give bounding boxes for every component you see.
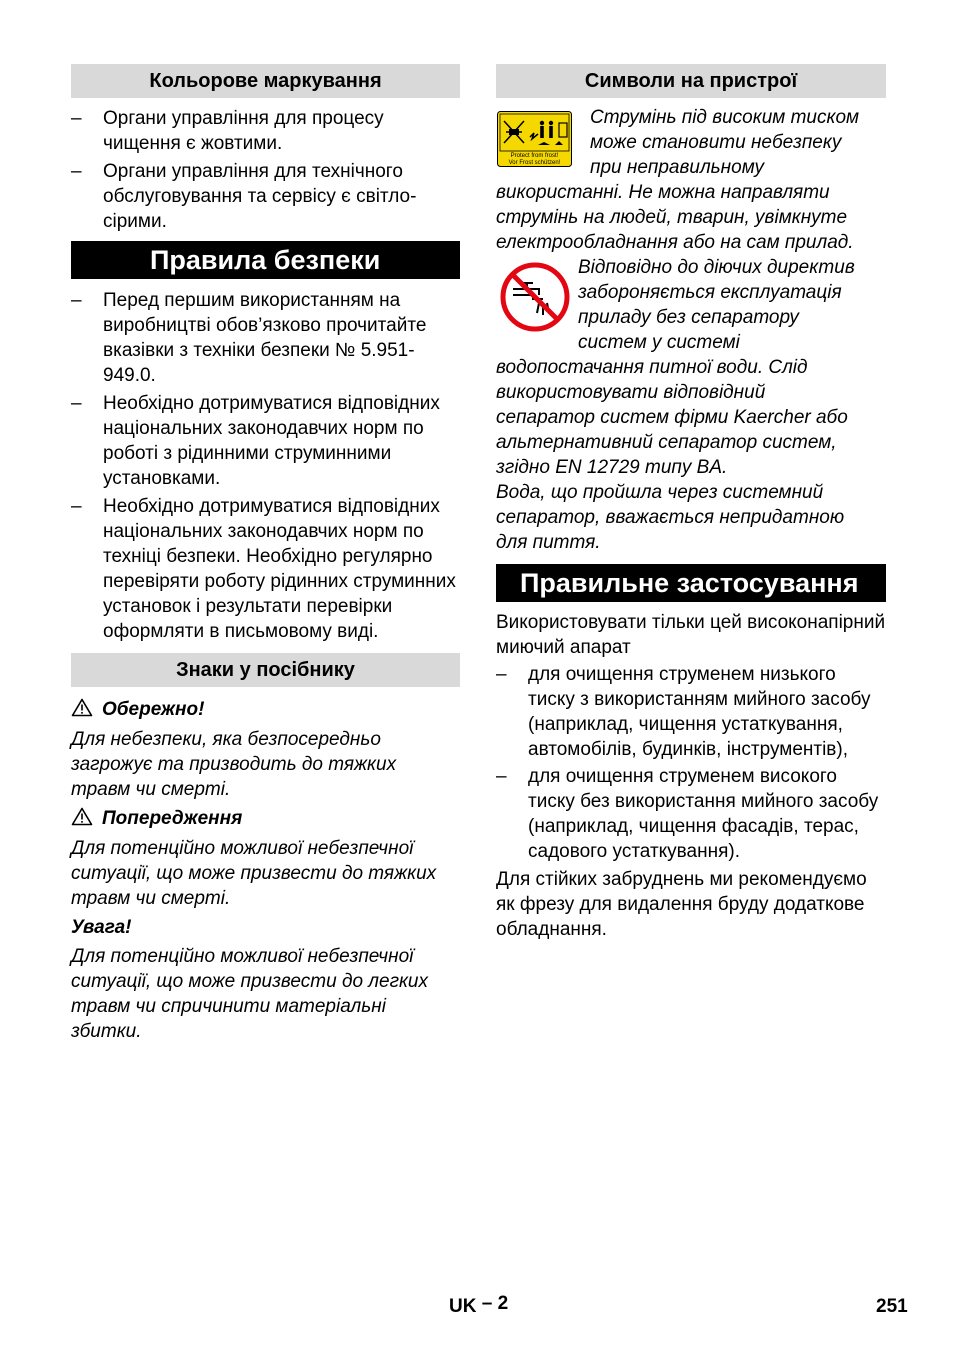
list-item: – для очищення струменем низького тиску з використанням мийного засобу (наприклад, чищення устаткування, автомобілів, будинків, інструментів), xyxy=(496,664,871,760)
dash-bullet: – xyxy=(71,108,82,129)
list-item: – Необхідно дотримуватися відповідних національних законодавчих норм по техніці безпеки. Необхідно регулярно перевіряти роботу рідинних струминних установок і результати перевірки оформляти в письмовому виді. xyxy=(71,496,456,642)
water-text-line: систем у системі xyxy=(578,332,740,353)
water-text-line: альтернативний сепаратор систем, xyxy=(496,432,837,453)
dash-bullet: – xyxy=(496,664,507,685)
danger-title: Обережно! xyxy=(71,697,460,724)
water-text-line: Відповідно до діючих директив xyxy=(578,257,855,278)
caution-text: Для потенційно можливої небезпечної ситуації, що може призвести до легких травм чи спричинити матеріальні збитки. xyxy=(71,946,429,1042)
high-pressure-label-icon xyxy=(497,111,572,167)
water-text-line: Вода, що пройшла через системний xyxy=(496,482,824,503)
color-marking-heading: Кольорове маркування xyxy=(71,64,460,98)
right-column xyxy=(496,64,886,942)
water-text-line: використовувати відповідний xyxy=(496,382,766,403)
caution-title: Увага! xyxy=(71,917,132,938)
jet-text-line: при неправильному xyxy=(590,157,765,178)
usage-heading: Правильне застосування xyxy=(496,564,886,602)
water-text-line: згідно EN 12729 типу BA. xyxy=(496,457,728,478)
warning-title: Попередження xyxy=(71,806,460,833)
danger-text: Для небезпеки, яка безпосередньо загрожує та призводить до тяжких травм чи смерті. xyxy=(71,729,397,800)
dash-bullet: – xyxy=(71,393,82,414)
warning-triangle-icon xyxy=(71,807,93,833)
water-text-line: сепаратор систем фірми Kaercher або xyxy=(496,407,848,428)
usage-outro: Для стійких забруднень ми рекомендуємо як фрезу для видалення бруду додаткове обладнання. xyxy=(496,869,867,940)
symbols-heading: Символи на пристрої xyxy=(496,64,886,98)
svg-text:Protect from frost!: Protect from frost! xyxy=(510,153,559,159)
jet-text-line: струмінь на людей, тварин, увімкнуте xyxy=(496,207,848,228)
page-number: 251 xyxy=(876,1296,908,1317)
no-drinking-water-connection-icon xyxy=(499,261,571,333)
jet-text-line: Струмінь під високим тиском xyxy=(590,107,860,128)
list-item: – Органи управління для технічного обслуговування та сервісу є світло-сірими. xyxy=(71,161,417,232)
dash-bullet: – xyxy=(71,290,82,311)
list-item: – Органи управління для процесу чищення є жовтими. xyxy=(71,108,384,154)
jet-text-line: може становити небезпеку xyxy=(590,132,842,153)
safety-list xyxy=(71,288,460,644)
signs-heading: Знаки у посібнику xyxy=(71,653,460,687)
footer-lang: UK xyxy=(449,1296,477,1317)
water-text-line: для пиття. xyxy=(496,532,601,553)
color-marking-list xyxy=(71,106,460,234)
safety-heading: Правила безпеки xyxy=(71,241,460,279)
warning-triangle-icon xyxy=(71,698,93,724)
warning-text: Для потенційно можливої небезпечної ситуації, що може призвести до тяжких травм чи смерті. xyxy=(71,838,437,909)
footer-page-in-lang: – 2 xyxy=(481,1293,509,1314)
svg-text:Vor Frost schützen!: Vor Frost schützen! xyxy=(508,160,561,166)
usage-intro: Використовувати тільки цей високонапірний миючий апарат xyxy=(496,612,886,658)
dash-bullet: – xyxy=(71,161,82,182)
water-text-line: забороняється експлуатація xyxy=(578,282,842,303)
footer-language-page xyxy=(449,1293,509,1318)
list-item: – для очищення струменем високого тиску без використання мийного засобу (наприклад, чищення фасадів, терас, садового устаткування). xyxy=(496,766,879,862)
dash-bullet: – xyxy=(496,766,507,787)
dash-bullet: – xyxy=(71,496,82,517)
usage-list xyxy=(496,662,886,864)
jet-text-line: електрообладнання або на сам прилад. xyxy=(496,232,854,253)
water-text-line: сепаратор, вважається непридатною xyxy=(496,507,845,528)
water-text-line: водопостачання питної води. Слід xyxy=(496,357,808,378)
jet-text-line: використанні. Не можна направляти xyxy=(496,182,830,203)
jet-warning-block xyxy=(496,105,886,255)
drinking-water-block xyxy=(496,255,886,555)
left-column xyxy=(71,64,460,1044)
list-item: – Необхідно дотримуватися відповідних національних законодавчих норм по роботі з рідинними струминними установками. xyxy=(71,393,440,489)
list-item: – Перед першим використанням на виробництві обов’язково прочитайте вказівки з техніки безпеки № 5.951-949.0. xyxy=(71,290,427,386)
water-text-line: приладу без сепаратору xyxy=(578,307,799,328)
